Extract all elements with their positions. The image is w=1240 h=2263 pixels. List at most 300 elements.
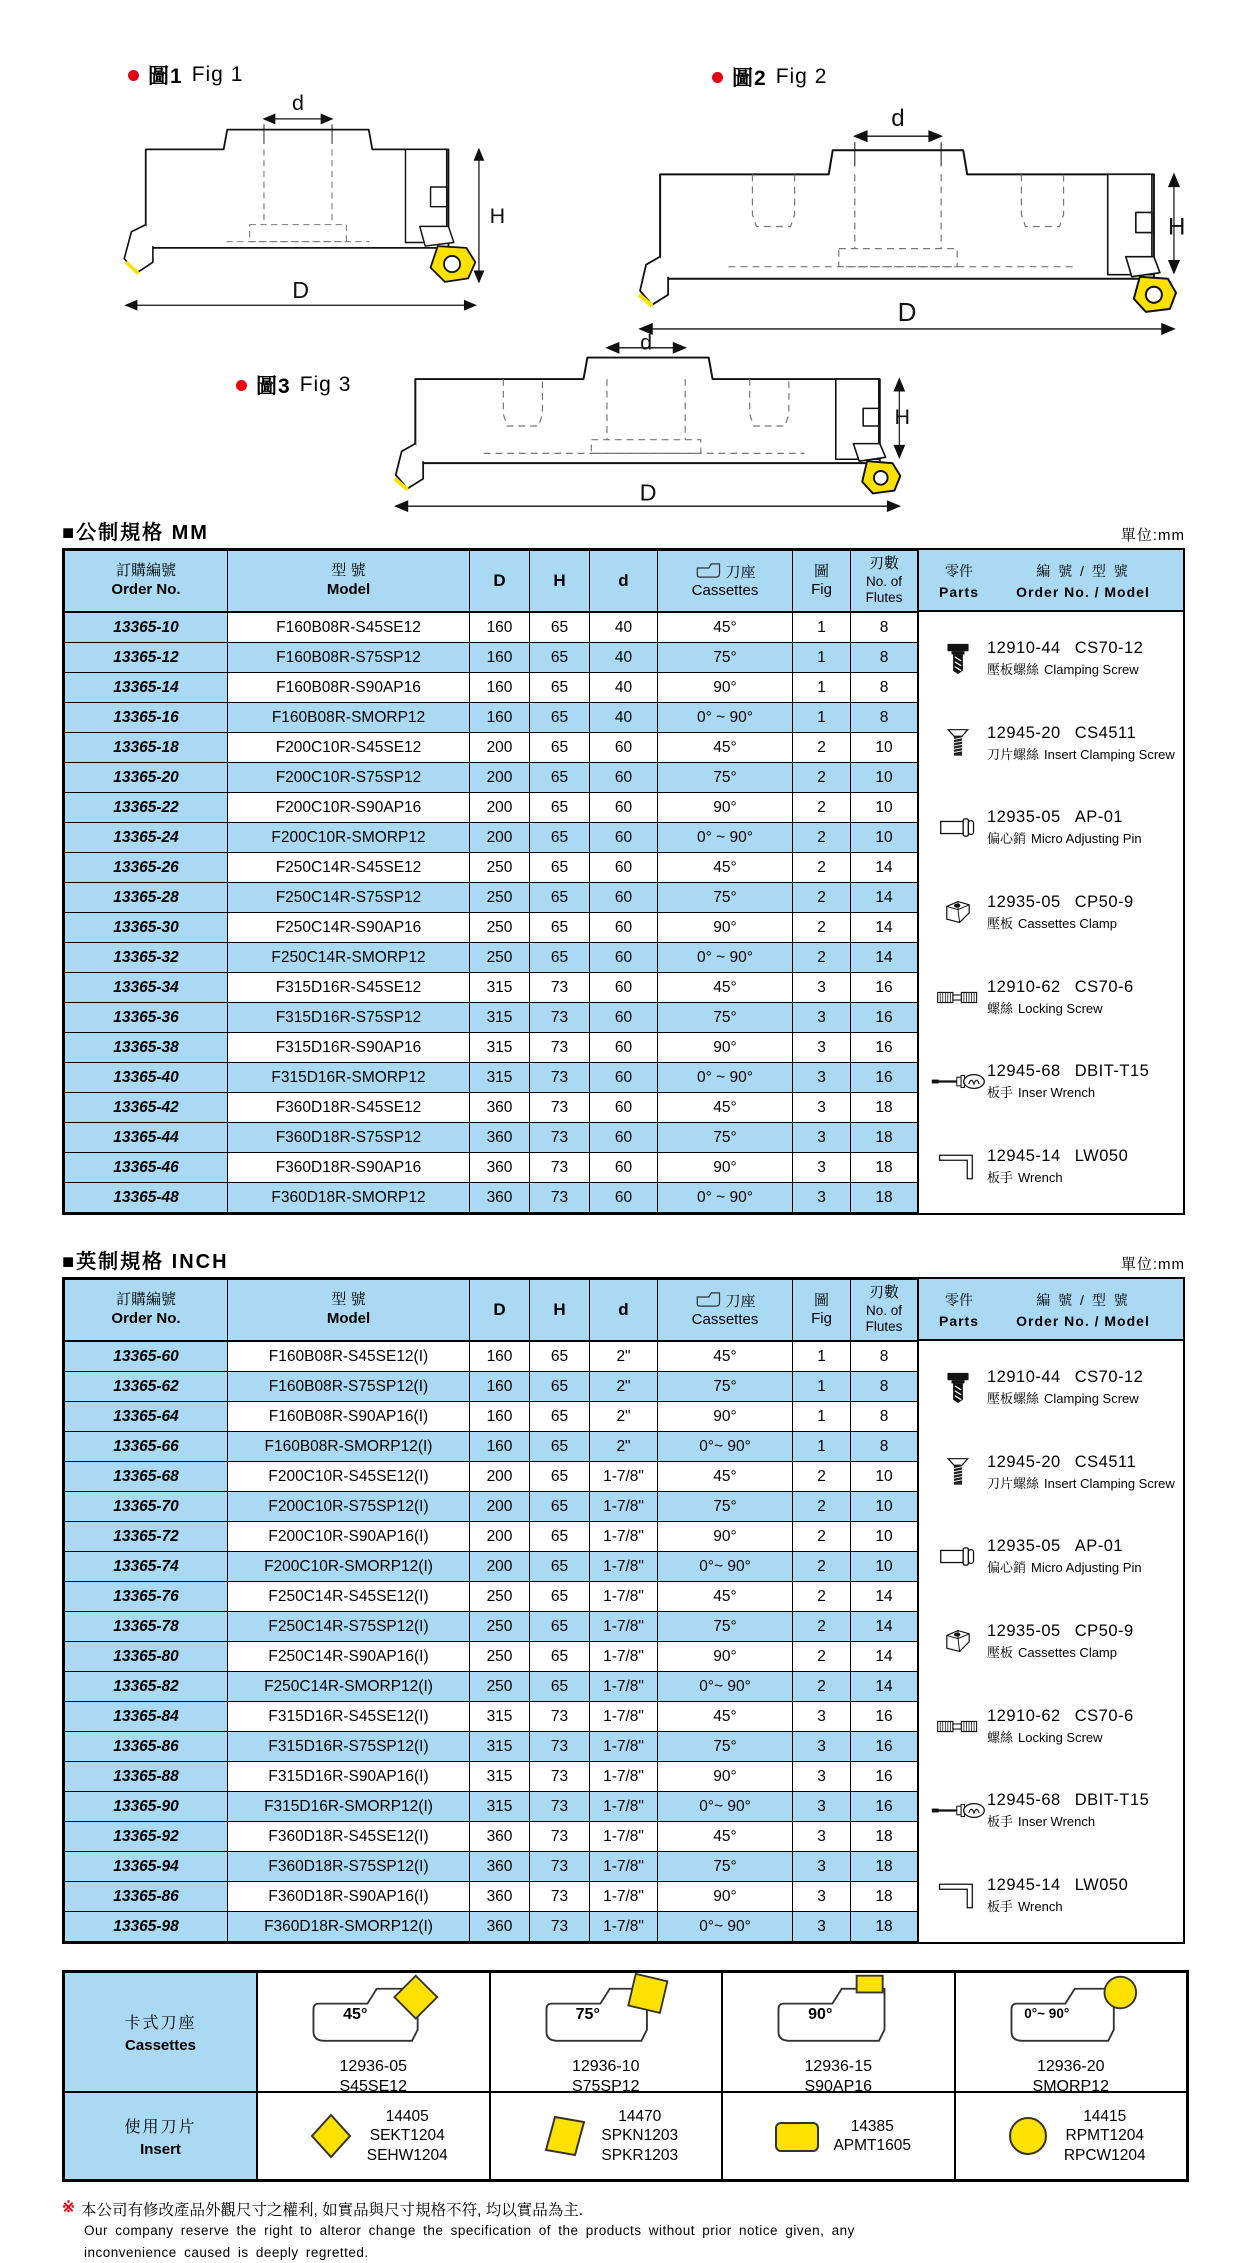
spec-row <box>65 1123 918 1153</box>
part-item-insert-clamping-screw: 12945-20 CS4511 刀片螺絲 Insert Clamping Screw <box>929 1453 1183 1492</box>
flutes-cell: 14 <box>851 913 918 943</box>
small-d-cell: 60 <box>590 853 658 883</box>
fig-cell: 3 <box>793 973 851 1003</box>
small-d-cell: 1-7/8" <box>590 1732 658 1762</box>
model-cell: F160B08R-SMORP12 <box>228 703 470 733</box>
cassette-angle-cell: 0°~ 90° <box>658 1912 793 1942</box>
cassette-angle-cell: 90° <box>658 1762 793 1792</box>
insert-sekt <box>257 2092 490 2180</box>
spec-row <box>65 1522 918 1552</box>
fig-cell: 3 <box>793 1852 851 1882</box>
small-d-cell: 1-7/8" <box>590 1882 658 1912</box>
cassette-insert-table <box>62 1970 1189 2182</box>
h-cell: 65 <box>530 883 590 913</box>
spec-row <box>65 823 918 853</box>
fig-cell: 1 <box>793 612 851 643</box>
spec-row <box>65 1672 918 1702</box>
flutes-cell: 14 <box>851 1612 918 1642</box>
order-no-cell: 13365-46 <box>65 1153 228 1183</box>
cassette-angle-cell: 45° <box>658 612 793 643</box>
part-item-hex-wrench: 12945-14 LW050 板手 Wrench <box>929 1147 1183 1186</box>
d-cell: 160 <box>470 1432 530 1462</box>
flutes-cell: 8 <box>851 1402 918 1432</box>
fig-cell: 1 <box>793 703 851 733</box>
h-cell: 65 <box>530 1372 590 1402</box>
col-flutes: 刃數 No. of Flutes <box>851 1280 918 1342</box>
fig-cell: 3 <box>793 1183 851 1213</box>
red-bullet-icon <box>128 70 139 81</box>
d-cell: 200 <box>470 1522 530 1552</box>
small-d-cell: 1-7/8" <box>590 1642 658 1672</box>
d-cell: 250 <box>470 883 530 913</box>
small-d-cell: 40 <box>590 643 658 673</box>
model-cell: F360D18R-SMORP12 <box>228 1183 470 1213</box>
model-cell: F250C14R-S90AP16 <box>228 913 470 943</box>
spec-row <box>65 763 918 793</box>
order-no-cell: 13365-80 <box>65 1642 228 1672</box>
cassette-angle-cell: 75° <box>658 1852 793 1882</box>
cassettes-clamp-icon <box>929 898 987 926</box>
h-cell: 73 <box>530 1762 590 1792</box>
h-cell: 65 <box>530 1552 590 1582</box>
h-cell: 65 <box>530 1402 590 1432</box>
flutes-cell: 16 <box>851 1033 918 1063</box>
cassette-angle-cell: 0° ~ 90° <box>658 1063 793 1093</box>
cassette-angle-cell: 0° ~ 90° <box>658 823 793 853</box>
cassette-angle-cell: 75° <box>658 1123 793 1153</box>
spec-row <box>65 1822 918 1852</box>
h-cell: 73 <box>530 1822 590 1852</box>
model-cell: F315D16R-SMORP12 <box>228 1063 470 1093</box>
d-cell: 315 <box>470 1792 530 1822</box>
micro-adjusting-pin-icon <box>929 1545 987 1568</box>
d-cell: 160 <box>470 703 530 733</box>
cassette-45 <box>257 1972 490 2095</box>
cassette-angle-cell: 75° <box>658 1492 793 1522</box>
order-no-cell: 13365-20 <box>65 763 228 793</box>
flutes-cell: 14 <box>851 943 918 973</box>
fig-cell: 1 <box>793 1402 851 1432</box>
cassette-angle-cell: 45° <box>658 1093 793 1123</box>
fig2-label-en: Fig 2 <box>775 65 828 88</box>
order-no-cell: 13365-40 <box>65 1063 228 1093</box>
flutes-cell: 16 <box>851 973 918 1003</box>
dim-big-d-label: D <box>639 479 657 506</box>
h-cell: 65 <box>530 1462 590 1492</box>
flutes-cell: 18 <box>851 1123 918 1153</box>
h-cell: 65 <box>530 1642 590 1672</box>
order-no-cell: 13365-94 <box>65 1852 228 1882</box>
small-d-cell: 60 <box>590 1033 658 1063</box>
fig-cell: 2 <box>793 1462 851 1492</box>
cassette-model: S90AP16 <box>804 2077 873 2095</box>
col-model: 型 號 Model <box>228 551 470 613</box>
cassette-angle-cell: 75° <box>658 1612 793 1642</box>
dim-d-label: d <box>640 330 653 355</box>
part-item-clamping-screw: 12910-44 CS70-12 壓板螺絲 Clamping Screw <box>929 1368 1183 1407</box>
fig-cell: 2 <box>793 1492 851 1522</box>
cassette-angle-cell: 45° <box>658 733 793 763</box>
hex-wrench-icon <box>929 1150 987 1184</box>
d-cell: 360 <box>470 1183 530 1213</box>
fig-cell: 2 <box>793 853 851 883</box>
h-cell: 73 <box>530 1063 590 1093</box>
h-cell: 73 <box>530 1732 590 1762</box>
spec-row <box>65 943 918 973</box>
fig-cell: 3 <box>793 1123 851 1153</box>
h-cell: 65 <box>530 1522 590 1552</box>
parts-column-header: 零件 編 號 / 型 號 Parts Order No. / Model <box>919 1279 1183 1341</box>
flutes-cell: 16 <box>851 1702 918 1732</box>
model-cell: F160B08R-S45SE12(I) <box>228 1341 470 1372</box>
fig1-label <box>128 60 243 90</box>
spec-row <box>65 973 918 1003</box>
spec-row <box>65 883 918 913</box>
insert-model: RPCW1204 <box>1063 2146 1146 2164</box>
h-cell: 73 <box>530 1153 590 1183</box>
small-d-cell: 1-7/8" <box>590 1582 658 1612</box>
model-cell: F360D18R-S75SP12(I) <box>228 1852 470 1882</box>
spec-row <box>65 1153 918 1183</box>
cassette-angle-cell: 45° <box>658 1702 793 1732</box>
spec-row <box>65 1912 918 1942</box>
d-cell: 200 <box>470 1552 530 1582</box>
fig3-label-en: Fig 3 <box>299 373 352 396</box>
insert-model: SEKT1204 <box>369 2127 445 2145</box>
model-cell: F200C10R-S45SE12 <box>228 733 470 763</box>
insert-wrench-icon <box>929 1801 987 1820</box>
col-cassettes: 刀座 Cassettes <box>658 1280 793 1342</box>
small-d-cell: 60 <box>590 763 658 793</box>
col-d-cap: D <box>470 551 530 613</box>
parts-list <box>919 612 1183 1213</box>
small-d-cell: 1-7/8" <box>590 1612 658 1642</box>
hex-wrench-icon <box>929 1879 987 1913</box>
inch-table <box>62 1277 1185 1944</box>
metric-section-title: ■公制規格 MM <box>62 522 209 544</box>
flutes-cell: 10 <box>851 733 918 763</box>
d-cell: 250 <box>470 1612 530 1642</box>
small-d-cell: 40 <box>590 612 658 643</box>
fig-cell: 1 <box>793 643 851 673</box>
model-cell: F360D18R-S90AP16 <box>228 1153 470 1183</box>
model-cell: F250C14R-S75SP12 <box>228 883 470 913</box>
h-cell: 73 <box>530 973 590 1003</box>
fig1-label-zh: 圖1 <box>148 65 183 88</box>
fig-cell: 2 <box>793 733 851 763</box>
cassette-angle-cell: 75° <box>658 643 793 673</box>
flutes-cell: 8 <box>851 1432 918 1462</box>
small-d-cell: 2" <box>590 1432 658 1462</box>
order-no-cell: 13365-24 <box>65 823 228 853</box>
part-item-micro-adjusting-pin: 12935-05 AP-01 偏心銷 Micro Adjusting Pin <box>929 1537 1183 1576</box>
spec-row <box>65 1612 918 1642</box>
flutes-cell: 10 <box>851 793 918 823</box>
h-cell: 65 <box>530 612 590 643</box>
h-cell: 65 <box>530 853 590 883</box>
flutes-cell: 8 <box>851 703 918 733</box>
order-no-cell: 13365-66 <box>65 1432 228 1462</box>
col-h: H <box>530 1280 590 1342</box>
small-d-cell: 60 <box>590 823 658 853</box>
d-cell: 360 <box>470 1882 530 1912</box>
order-no-cell: 13365-12 <box>65 643 228 673</box>
d-cell: 360 <box>470 1123 530 1153</box>
fig-cell: 3 <box>793 1153 851 1183</box>
model-cell: F160B08R-S75SP12 <box>228 643 470 673</box>
dim-d-label: d <box>292 90 304 115</box>
d-cell: 200 <box>470 823 530 853</box>
model-cell: F360D18R-SMORP12(I) <box>228 1912 470 1942</box>
model-cell: F160B08R-SMORP12(I) <box>228 1432 470 1462</box>
locking-screw-icon <box>929 989 987 1006</box>
dim-big-d-label: D <box>292 277 310 304</box>
h-cell: 65 <box>530 643 590 673</box>
cassette-angle: 75° <box>575 2005 600 2023</box>
cassette-model: SMORP12 <box>1032 2077 1109 2095</box>
h-cell: 65 <box>530 1672 590 1702</box>
h-cell: 73 <box>530 1093 590 1123</box>
cassette-angle-cell: 90° <box>658 1522 793 1552</box>
col-fig: 圖 Fig <box>793 551 851 613</box>
fig-cell: 3 <box>793 1702 851 1732</box>
flutes-cell: 18 <box>851 1153 918 1183</box>
h-cell: 73 <box>530 1852 590 1882</box>
small-d-cell: 1-7/8" <box>590 1462 658 1492</box>
cassette-angle-cell: 0°~ 90° <box>658 1792 793 1822</box>
col-d-small: d <box>590 551 658 613</box>
spec-row <box>65 1063 918 1093</box>
insert-wrench-icon <box>929 1072 987 1091</box>
flutes-cell: 18 <box>851 1822 918 1852</box>
insert-apmt <box>722 2092 955 2180</box>
flutes-cell: 16 <box>851 1732 918 1762</box>
small-d-cell: 60 <box>590 973 658 1003</box>
cassette-angle-cell: 0°~ 90° <box>658 1552 793 1582</box>
dim-h-label: H <box>489 203 506 228</box>
d-cell: 315 <box>470 1063 530 1093</box>
small-d-cell: 60 <box>590 1093 658 1123</box>
part-item-insert-wrench: 12945-68 DBIT-T15 板手 Inser Wrench <box>929 1791 1183 1830</box>
small-d-cell: 2" <box>590 1372 658 1402</box>
small-d-cell: 60 <box>590 943 658 973</box>
cassettes-row-label: 卡式刀座 Cassettes <box>64 1972 257 2092</box>
spec-row <box>65 1762 918 1792</box>
cassette-angle: 0°~ 90° <box>1024 2005 1070 2021</box>
figures-area <box>0 0 1240 516</box>
order-no-cell: 13365-72 <box>65 1522 228 1552</box>
d-cell: 200 <box>470 793 530 823</box>
part-item-cassettes-clamp: 12935-05 CP50-9 壓板 Cassettes Clamp <box>929 1622 1183 1661</box>
d-cell: 315 <box>470 1732 530 1762</box>
d-cell: 360 <box>470 1852 530 1882</box>
insert-order-no: 14415 <box>1083 2107 1127 2125</box>
red-bullet-icon <box>712 72 723 83</box>
d-cell: 250 <box>470 1642 530 1672</box>
small-d-cell: 2" <box>590 1402 658 1432</box>
parts-column <box>918 550 1183 1213</box>
small-d-cell: 60 <box>590 1063 658 1093</box>
parts-list <box>919 1341 1183 1942</box>
spec-row <box>65 1702 918 1732</box>
model-cell: F315D16R-S45SE12 <box>228 973 470 1003</box>
h-cell: 65 <box>530 1341 590 1372</box>
h-cell: 65 <box>530 1612 590 1642</box>
flutes-cell: 8 <box>851 673 918 703</box>
order-no-cell: 13365-74 <box>65 1552 228 1582</box>
model-cell: F250C14R-S45SE12 <box>228 853 470 883</box>
h-cell: 73 <box>530 1033 590 1063</box>
order-no-cell: 13365-86 <box>65 1882 228 1912</box>
part-item-micro-adjusting-pin: 12935-05 AP-01 偏心銷 Micro Adjusting Pin <box>929 808 1183 847</box>
fig-cell: 2 <box>793 823 851 853</box>
d-cell: 160 <box>470 673 530 703</box>
spec-row <box>65 1183 918 1213</box>
d-cell: 315 <box>470 1702 530 1732</box>
d-cell: 360 <box>470 1093 530 1123</box>
col-d-small: d <box>590 1280 658 1342</box>
fig-cell: 3 <box>793 1822 851 1852</box>
order-no-cell: 13365-34 <box>65 973 228 1003</box>
d-cell: 160 <box>470 612 530 643</box>
order-no-cell: 13365-82 <box>65 1672 228 1702</box>
fig2-drawing <box>632 96 1184 337</box>
order-no-cell: 13365-36 <box>65 1003 228 1033</box>
d-cell: 360 <box>470 1912 530 1942</box>
flutes-cell: 10 <box>851 1552 918 1582</box>
small-d-cell: 1-7/8" <box>590 1822 658 1852</box>
small-d-cell: 1-7/8" <box>590 1912 658 1942</box>
cassette-angle-cell: 75° <box>658 883 793 913</box>
flutes-cell: 14 <box>851 1672 918 1702</box>
h-cell: 65 <box>530 913 590 943</box>
cassette-angle-cell: 90° <box>658 1033 793 1063</box>
model-cell: F360D18R-S75SP12 <box>228 1123 470 1153</box>
spec-row <box>65 1492 918 1522</box>
spec-header-row <box>65 551 918 613</box>
spec-row <box>65 1341 918 1372</box>
milling-cutter-fig3 <box>386 330 914 514</box>
order-no-cell: 13365-16 <box>65 703 228 733</box>
d-cell: 360 <box>470 1822 530 1852</box>
spec-row <box>65 793 918 823</box>
insert-model: APMT1605 <box>833 2137 912 2154</box>
fig-cell: 3 <box>793 1003 851 1033</box>
insert-row-label: 使用刀片 Insert <box>64 2092 257 2180</box>
fig2-label-zh: 圖2 <box>732 67 767 90</box>
col-d-cap: D <box>470 1280 530 1342</box>
col-h: H <box>530 551 590 613</box>
h-cell: 73 <box>530 1792 590 1822</box>
small-d-cell: 1-7/8" <box>590 1492 658 1522</box>
h-cell: 73 <box>530 1003 590 1033</box>
spec-row <box>65 1792 918 1822</box>
cassette-order-no: 12936-05 <box>339 2057 408 2075</box>
insert-spkn <box>490 2092 723 2180</box>
fig-cell: 2 <box>793 913 851 943</box>
part-item-insert-wrench: 12945-68 DBIT-T15 板手 Inser Wrench <box>929 1062 1183 1101</box>
spec-row <box>65 1402 918 1432</box>
insert-order-no: 14385 <box>850 2117 894 2135</box>
diamond-insert-icon <box>299 2113 363 2159</box>
model-cell: F160B08R-S90AP16 <box>228 673 470 703</box>
model-cell: F200C10R-S75SP12(I) <box>228 1492 470 1522</box>
order-no-cell: 13365-60 <box>65 1341 228 1372</box>
cassette-angle-cell: 45° <box>658 1822 793 1852</box>
d-cell: 160 <box>470 1372 530 1402</box>
small-d-cell: 60 <box>590 1153 658 1183</box>
h-cell: 65 <box>530 703 590 733</box>
cassette-angle-cell: 45° <box>658 1582 793 1612</box>
cassette-angle-cell: 45° <box>658 1341 793 1372</box>
metric-section <box>62 516 1185 1215</box>
spec-row <box>65 1093 918 1123</box>
fig1-drawing <box>92 92 504 316</box>
model-cell: F200C10R-S90AP16 <box>228 793 470 823</box>
model-cell: F200C10R-SMORP12 <box>228 823 470 853</box>
fig-cell: 3 <box>793 1882 851 1912</box>
order-no-cell: 13365-64 <box>65 1402 228 1432</box>
clamping-screw-icon <box>929 1371 987 1404</box>
order-no-cell: 13365-44 <box>65 1123 228 1153</box>
d-cell: 315 <box>470 973 530 1003</box>
flutes-cell: 16 <box>851 1063 918 1093</box>
small-d-cell: 60 <box>590 1123 658 1153</box>
small-d-cell: 1-7/8" <box>590 1522 658 1552</box>
fig-cell: 2 <box>793 1672 851 1702</box>
fig-cell: 2 <box>793 1612 851 1642</box>
spec-row <box>65 1033 918 1063</box>
cassette-order-no: 12936-20 <box>1036 2057 1105 2075</box>
model-cell: F315D16R-S75SP12 <box>228 1003 470 1033</box>
d-cell: 200 <box>470 763 530 793</box>
h-cell: 73 <box>530 1183 590 1213</box>
spec-row <box>65 733 918 763</box>
small-d-cell: 60 <box>590 1183 658 1213</box>
micro-adjusting-pin-icon <box>929 816 987 839</box>
flutes-cell: 8 <box>851 612 918 643</box>
footnote-mark: ※ <box>62 2199 75 2216</box>
flutes-cell: 10 <box>851 1462 918 1492</box>
dim-h-label: H <box>1167 213 1186 241</box>
spec-header-row <box>65 1280 918 1342</box>
small-d-cell: 2" <box>590 1341 658 1372</box>
fig-cell: 2 <box>793 1582 851 1612</box>
h-cell: 73 <box>530 1882 590 1912</box>
d-cell: 250 <box>470 913 530 943</box>
h-cell: 73 <box>530 1123 590 1153</box>
col-fig: 圖 Fig <box>793 1280 851 1342</box>
flutes-cell: 14 <box>851 1582 918 1612</box>
d-cell: 250 <box>470 943 530 973</box>
footnote-en-line1: Our company reserve the right to alteror change the specification of the products without prior notice given, any <box>84 2223 855 2238</box>
flutes-cell: 14 <box>851 883 918 913</box>
order-no-cell: 13365-76 <box>65 1582 228 1612</box>
d-cell: 315 <box>470 1033 530 1063</box>
flutes-cell: 8 <box>851 643 918 673</box>
dim-h-label: H <box>894 405 910 430</box>
insert-model: RPMT1204 <box>1065 2127 1144 2145</box>
model-cell: F315D16R-S90AP16(I) <box>228 1762 470 1792</box>
fig2-label <box>712 62 827 92</box>
spec-row <box>65 673 918 703</box>
d-cell: 200 <box>470 1462 530 1492</box>
h-cell: 65 <box>530 943 590 973</box>
spec-row <box>65 1432 918 1462</box>
part-item-cassettes-clamp: 12935-05 CP50-9 壓板 Cassettes Clamp <box>929 893 1183 932</box>
fig-cell: 3 <box>793 1063 851 1093</box>
cassette-angle-cell: 45° <box>658 853 793 883</box>
